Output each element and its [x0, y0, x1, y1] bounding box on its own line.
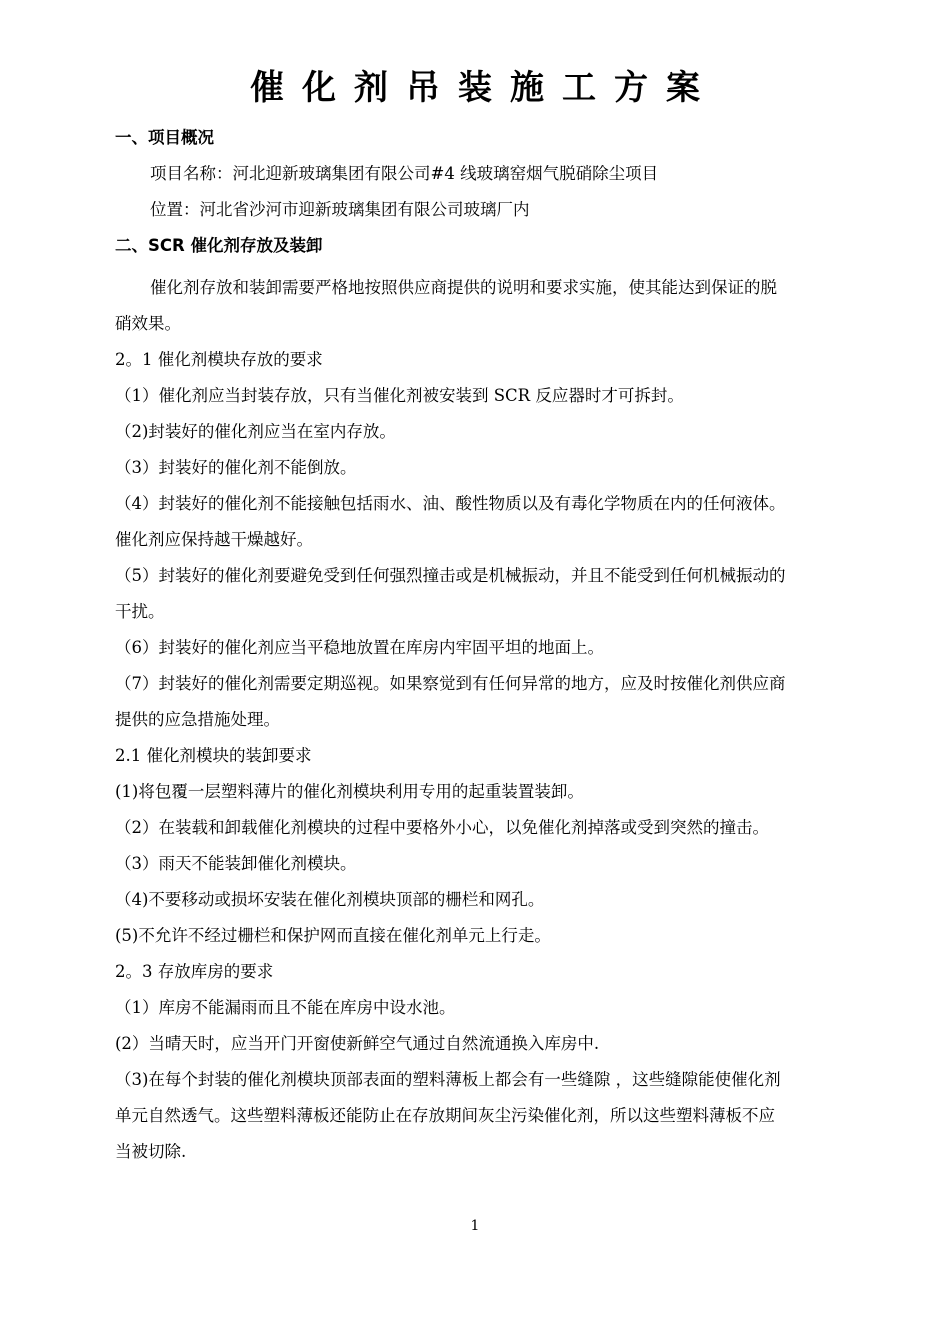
- list-item: (5)不允许不经过栅栏和保护网而直接在催化剂单元上行走。: [115, 926, 551, 945]
- list-item: （5）封装好的催化剂要避免受到任何强烈撞击或是机械振动，并且不能受到任何机械振动的: [115, 566, 786, 585]
- list-item: 催化剂应保持越干燥越好。: [115, 530, 313, 549]
- list-item: （2）在装载和卸载催化剂模块的过程中要格外小心，以免催化剂掉落或受到突然的撞击。: [115, 818, 769, 837]
- list-item: 干扰。: [115, 602, 165, 621]
- document-title: 催化剂吊装施工方案: [250, 68, 718, 108]
- list-item: （3）封装好的催化剂不能倒放。: [115, 458, 357, 477]
- section-2-intro-line: 催化剂存放和装卸需要严格地按照供应商提供的说明和要求实施，使其能达到保证的脱: [150, 278, 777, 297]
- list-item: 当被切除.: [115, 1142, 187, 1161]
- list-item: （1）催化剂应当封装存放，只有当催化剂被安装到 SCR 反应器时才可拆封。: [115, 386, 684, 405]
- list-item: （6）封装好的催化剂应当平稳地放置在库房内牢固平坦的地面上。: [115, 638, 604, 657]
- list-item: （7）封装好的催化剂需要定期巡视。如果察觉到有任何异常的地方，应及时按催化剂供应商: [115, 674, 786, 693]
- subsection-2-3-heading: 2。3 存放库房的要求: [115, 962, 274, 981]
- document-body: [115, 120, 885, 1170]
- section-1-heading: 一、项目概况: [115, 128, 214, 147]
- list-item: （2)封装好的催化剂应当在室内存放。: [115, 422, 396, 441]
- list-item: (2）当晴天时，应当开门开窗使新鲜空气通过自然流通换入库房中.: [115, 1034, 600, 1053]
- list-item: 提供的应急措施处理。: [115, 710, 280, 729]
- list-item: (1)将包覆一层塑料薄片的催化剂模块利用专用的起重装置装卸。: [115, 782, 584, 801]
- page-number: 1: [470, 1218, 480, 1234]
- section-2-intro-line: 硝效果。: [115, 314, 181, 333]
- list-item: （4）封装好的催化剂不能接触包括雨水、油、酸性物质以及有毒化学物质在内的任何液体。: [115, 494, 786, 513]
- list-item: （1）库房不能漏雨而且不能在库房中设水池。: [115, 998, 456, 1017]
- list-item: 单元自然透气。这些塑料薄板还能防止在存放期间灰尘污染催化剂，所以这些塑料薄板不应: [115, 1106, 775, 1125]
- location-line: 位置：河北省沙河市迎新玻璃集团有限公司玻璃厂内: [150, 200, 530, 219]
- list-item: （3)在每个封装的催化剂模块顶部表面的塑料薄板上都会有一些缝隙 ，这些缝隙能使催化剂: [115, 1070, 781, 1089]
- list-item: （3）雨天不能装卸催化剂模块。: [115, 854, 357, 873]
- subsection-2-1-heading: 2。1 催化剂模块存放的要求: [115, 350, 323, 369]
- list-item: （4)不要移动或损坏安装在催化剂模块顶部的栅栏和网孔。: [115, 890, 545, 909]
- section-2-heading: 二、SCR 催化剂存放及装卸: [115, 236, 323, 255]
- subsection-2-2-heading: 2.1 催化剂模块的装卸要求: [115, 746, 312, 765]
- project-name-line: 项目名称：河北迎新玻璃集团有限公司#4 线玻璃窑烟气脱硝除尘项目: [150, 164, 659, 183]
